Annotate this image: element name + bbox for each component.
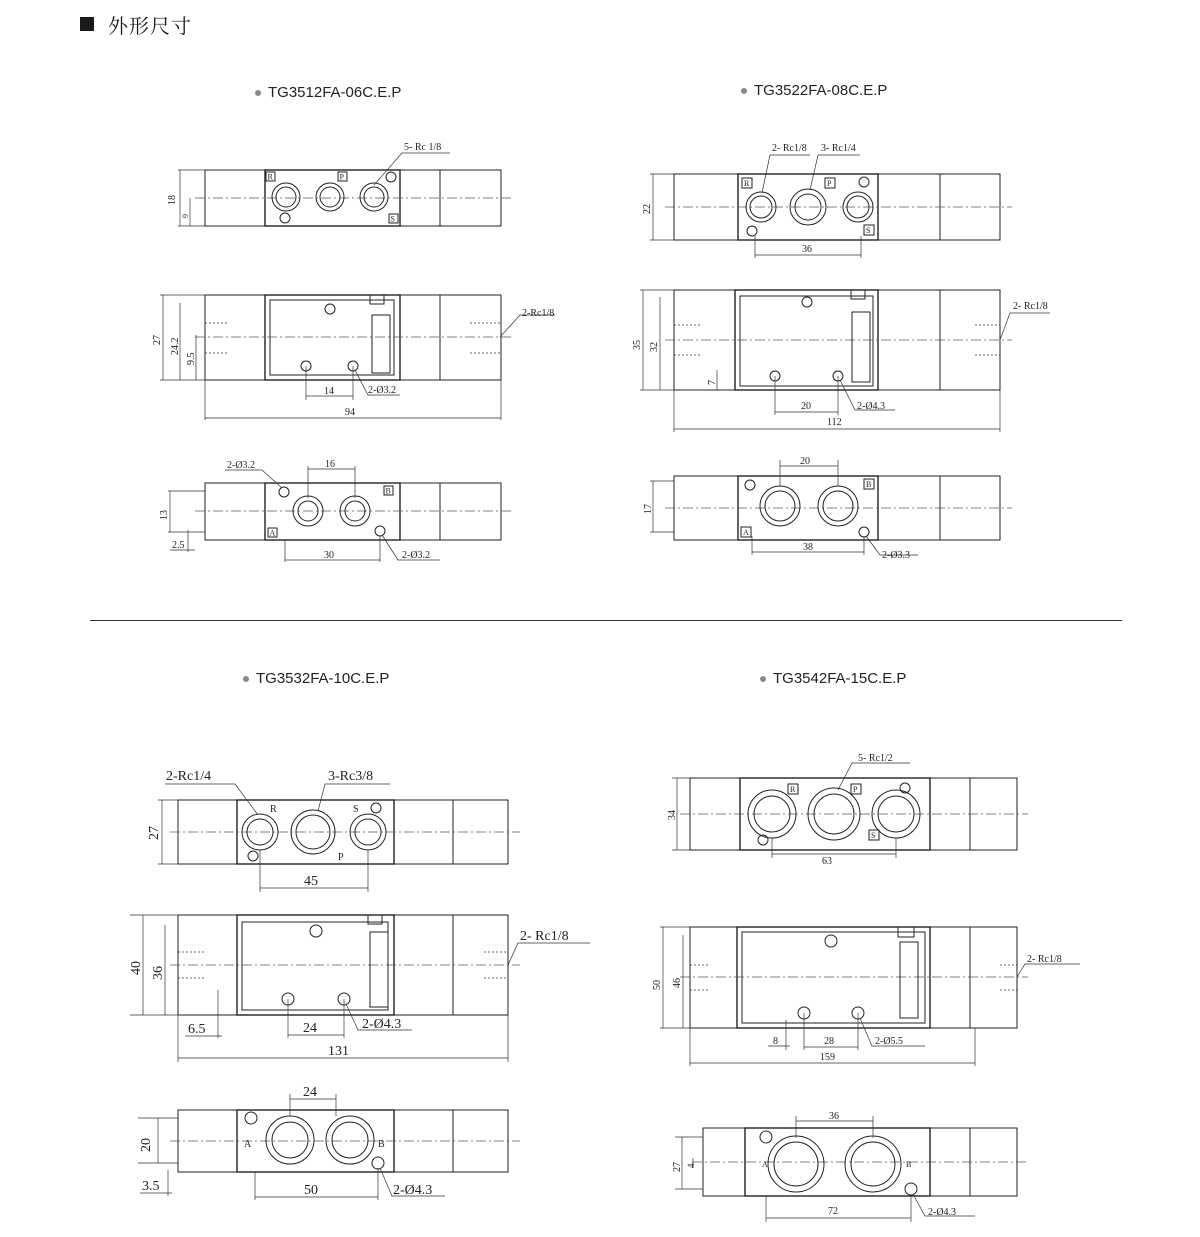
m1-bottom-pitch: 30: [324, 550, 334, 561]
m3-front-height-total: 40: [129, 961, 144, 975]
m1-front-hole-note: 2-Ø3.2: [368, 385, 397, 396]
m4-front-height-total: 50: [652, 980, 663, 990]
m1-top-offset: 9: [181, 214, 190, 218]
m1-bottom-height: 13: [159, 510, 170, 520]
m1-top-view: [167, 142, 512, 226]
model-title-3: TG3532FA-10C.E.P: [243, 670, 389, 687]
m3-bottom-hole-note: 2-Ø4.3: [393, 1183, 433, 1198]
m1-front-height-inner: 24.2: [170, 337, 181, 355]
m1-top-port-s: S: [390, 214, 395, 224]
m4-front-hole-note: 2-Ø5.5: [875, 1036, 904, 1047]
m4-top-pitch: 63: [822, 856, 832, 867]
m1-top-height: 18: [167, 195, 178, 205]
m1-bottom-port-a: A: [269, 528, 276, 538]
m2-top-port-r: R: [744, 179, 750, 188]
m1-front-port-note: 2-Rc1/8: [522, 308, 555, 319]
m2-bottom-hole-note: 2-Ø3.3: [882, 550, 911, 561]
m4-bottom-height: 27: [672, 1162, 683, 1172]
m2-top-port-note-a: 2- Rc1/8: [772, 143, 807, 154]
m2-front-view: [632, 290, 1050, 432]
m4-front-edge: 8: [773, 1036, 778, 1047]
m1-front-view: [152, 295, 555, 420]
m2-front-port-note: 2- Rc1/8: [1013, 301, 1048, 312]
m4-bottom-hole-note: 2-Ø4.3: [928, 1207, 957, 1218]
m4-top-port-r: R: [790, 785, 796, 794]
m3-top-view: [147, 769, 520, 892]
m1-bottom-hole-note: 2-Ø3.2: [402, 550, 431, 561]
m3-top-pitch: 45: [304, 874, 318, 889]
m4-front-port-note: 2- Rc1/8: [1027, 954, 1062, 965]
model-title-1: TG3512FA-06C.E.P: [255, 84, 401, 101]
m3-front-pitch: 24: [303, 1021, 317, 1036]
m1-bottom-pitch-top: 16: [325, 459, 335, 470]
m2-top-port-note-b: 3- Rc1/4: [821, 143, 856, 154]
m4-top-height: 34: [667, 810, 678, 820]
m2-top-pitch: 36: [802, 244, 812, 255]
m3-front-edge: 6.5: [188, 1022, 206, 1037]
m3-top-port-p: P: [338, 852, 344, 863]
m3-bottom-edge: 3.5: [142, 1179, 160, 1194]
m3-top-port-note-b: 3-Rc3/8: [328, 769, 374, 784]
m4-front-height-inner: 46: [672, 978, 683, 988]
m4-bottom-offset: 4: [686, 1163, 696, 1168]
m1-front-length: 94: [345, 407, 355, 418]
m2-top-port-s: S: [866, 226, 871, 235]
m3-bottom-port-a: A: [244, 1139, 252, 1150]
m4-bottom-pitch: 72: [828, 1206, 838, 1217]
m1-bottom-hole-top: 2-Ø3.2: [227, 460, 256, 471]
m1-top-port-note: 5- Rc 1/8: [404, 142, 442, 153]
m4-top-port-note: 5- Rc1/2: [858, 753, 893, 764]
m2-bottom-pitch: 38: [803, 542, 813, 553]
m1-front-height-total: 27: [152, 335, 163, 345]
model-title-4: TG3542FA-15C.E.P: [760, 670, 906, 687]
m3-bottom-view: [138, 1085, 520, 1200]
m1-top-port-r: R: [267, 172, 273, 182]
m2-front-length: 112: [827, 417, 842, 428]
m1-front-height-low: 9.5: [186, 352, 197, 365]
m2-bottom-port-a: A: [743, 528, 749, 537]
m4-bottom-port-b: B: [906, 1160, 912, 1169]
m3-bottom-pitch-top: 24: [303, 1085, 317, 1100]
m1-bottom-edge: 2.5: [172, 540, 185, 551]
m4-bottom-port-a: A: [762, 1160, 768, 1169]
m3-front-height-inner: 36: [151, 966, 166, 980]
m2-bottom-pitch-top: 20: [800, 456, 810, 467]
m4-top-port-s: S: [871, 831, 876, 840]
m2-top-height: 22: [642, 204, 653, 214]
section-title: 外形尺寸: [108, 13, 192, 38]
m2-bottom-height: 17: [643, 504, 654, 514]
m2-top-port-p: P: [827, 179, 832, 188]
m1-bottom-port-b: B: [385, 486, 391, 496]
m2-front-height-inner: 32: [649, 342, 660, 352]
m3-top-port-s: S: [353, 804, 359, 815]
m4-bottom-pitch-top: 36: [829, 1111, 839, 1122]
m4-front-pitch: 28: [824, 1036, 834, 1047]
m3-bottom-port-b: B: [378, 1139, 385, 1150]
m4-front-view: [652, 927, 1080, 1066]
m4-top-view: [667, 753, 1028, 867]
m3-bottom-height: 20: [139, 1138, 154, 1152]
m2-top-view: [642, 143, 1012, 258]
m4-top-port-p: P: [853, 785, 858, 794]
m2-front-height-total: 35: [632, 340, 643, 350]
m4-bottom-view: [672, 1111, 1028, 1222]
m2-front-height-low: 7: [707, 380, 718, 385]
m4-front-length: 159: [820, 1052, 835, 1063]
m2-bottom-view: [643, 456, 1012, 561]
m3-front-port-note: 2- Rc1/8: [520, 929, 569, 944]
m1-front-pitch: 14: [324, 386, 334, 397]
m1-top-port-p: P: [339, 172, 344, 182]
model-title-2: TG3522FA-08C.E.P: [741, 82, 887, 99]
m3-bottom-pitch: 50: [304, 1183, 318, 1198]
m3-top-height: 27: [147, 826, 162, 840]
m3-top-port-r: R: [270, 804, 277, 815]
m2-bottom-port-b: B: [866, 480, 872, 489]
m2-front-pitch: 20: [801, 401, 811, 412]
m2-front-hole-note: 2-Ø4.3: [857, 401, 886, 412]
m1-bottom-view: [159, 459, 512, 562]
m3-front-hole-note: 2-Ø4.3: [362, 1017, 402, 1032]
m3-front-view: [129, 915, 590, 1062]
m3-front-length: 131: [328, 1044, 349, 1059]
m3-top-port-note-a: 2-Rc1/4: [166, 769, 212, 784]
